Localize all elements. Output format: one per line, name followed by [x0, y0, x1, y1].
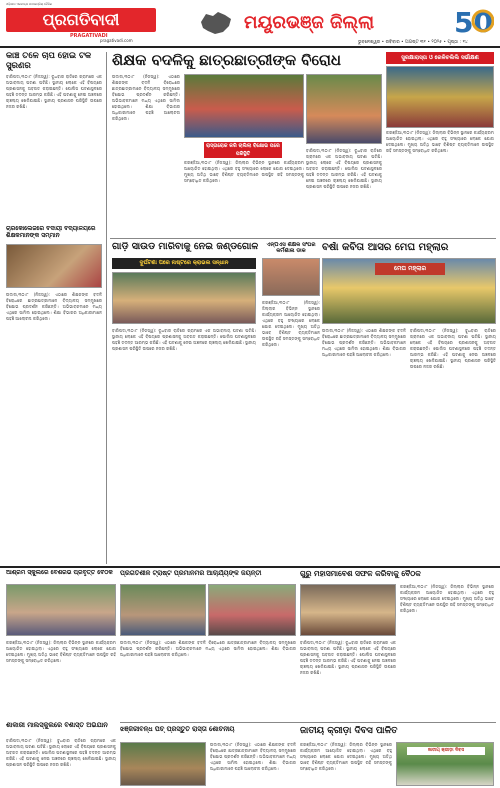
masthead-rule	[0, 46, 500, 48]
bottom-right-photo	[396, 742, 494, 786]
top-left-story-text: ବାରିପଦା,୩୦।୮ (ନିଜସ୍ୱ): ବୁଧବାର ରାତିରେ ଗ୍ରାମରେ ଏକ ଅଭାବନୀୟ ଘଟଣା ଘଟିଛି। ସ୍ଥାନୀୟ ଲୋକେ ଏହି ବିଷୟରେ ପ୍ରଶାସନକୁ ଅବଗତ କରାଇଛନ୍ତି। ପୋଲିସ ଘଟଣାସ୍ଥଳରେ ପହଞ୍ଚି ତଦନ୍ତ ଆରମ୍ଭ କରିଛି। ଏହି ଘଟଣାକୁ ନେଇ ଅଞ୍ଚଳରେ ଚାଞ୍ଚଲ୍ୟ ଖେଳିଯାଇଛି। ସ୍ଥାନୀୟ ପ୍ରଶାସନ ପରିସ୍ଥିତି ଉପରେ ନଜର ରଖିଛି।	[6, 74, 102, 109]
lower-right-photo	[300, 584, 396, 636]
lower-mid-story-text: ଉଦାଳା,୩୦।୮ (ନିଜସ୍ୱ): ଏଠାରେ ଶିକ୍ଷକଙ୍କ ବଦଳି ବିରୋଧରେ ଛାତ୍ରଛାତ୍ରୀମାନେ ବିଦ୍ୟାଳୟ ସମ୍ମୁଖରେ ବିକ୍ଷୋଭ ପ୍ରଦର୍ଶନ କରିଛନ୍ତି। ଅଭିଭାବକମାନେ ମଧ୍ୟ ଏଥିରେ ସାମିଲ ହୋଇଥିଲେ। ଶିକ୍ଷା ବିଭାଗର ଅଧିକାରୀମାନେ ପହଞ୍ଚି ଆଲୋଚନା କରିଥିଲେ।	[120, 640, 296, 657]
mid-subhead: ଦୁର୍ଘଟଣା ପରେ ନାଷ୍ଟରେ କ୍ରାଭଲ ସନ୍ଧାନ	[112, 258, 256, 269]
mid-small-headline[interactable]: ଏନ୍ପିଏସ ଶିକ୍ଷକ ସଂଘର କର୍ମଶାଳା ଡାକ	[266, 242, 316, 255]
newspaper-logo[interactable]: ପ୍ରଗତିବାଦୀ	[6, 8, 156, 32]
main-story-inset-box: ରାସ୍ତାରୋକ କରି ଚାଲିଲା ବିକ୍ଷୋଭ ପରେ ପରିସ୍ଥିତି	[204, 142, 282, 158]
bottom-mid-photo	[120, 742, 206, 786]
left-mid-story-text: ଉଦାଳା,୩୦।୮ (ନିଜସ୍ୱ): ଏଠାରେ ଶିକ୍ଷକଙ୍କ ବଦଳି ବିରୋଧରେ ଛାତ୍ରଛାତ୍ରୀମାନେ ବିଦ୍ୟାଳୟ ସମ୍ମୁଖରେ ବିକ୍ଷୋଭ ପ୍ରଦର୍ଶନ କରିଛନ୍ତି। ଅଭିଭାବକମାନେ ମଧ୍ୟ ଏଥିରେ ସାମିଲ ହୋଇଥିଲେ। ଶିକ୍ଷା ବିଭାଗର ଅଧିକାରୀମାନେ ପହଞ୍ଚି ଆଲୋଚନା କରିଥିଲେ।	[6, 292, 102, 321]
bottom-right-headline[interactable]: ଜାତୀୟ କ୍ରୀଡ଼ା ଦିବସ ପାଳିତ	[300, 726, 398, 736]
left-mid-photo	[6, 244, 102, 288]
main-story-col3: ବାରିପଦା,୩୦।୮ (ନିଜସ୍ୱ): ବୁଧବାର ରାତିରେ ଗ୍ରାମରେ ଏକ ଅଭାବନୀୟ ଘଟଣା ଘଟିଛି। ସ୍ଥାନୀୟ ଲୋକେ ଏହି ବିଷୟରେ ପ୍ରଶାସନକୁ ଅବଗତ କରାଇଛନ୍ତି। ପୋଲିସ ଘଟଣାସ୍ଥଳରେ ପହଞ୍ଚି ତଦନ୍ତ ଆରମ୍ଭ କରିଛି। ଏହି ଘଟଣାକୁ ନେଇ ଅଞ୍ଚଳରେ ଚାଞ୍ଚଲ୍ୟ ଖେଳିଯାଇଛି। ସ୍ଥାନୀୟ ପ୍ରଶାସନ ପରିସ୍ଥିତି ଉପରେ ନଜର ରଖିଛି।	[306, 148, 382, 189]
mid-story-text: ବାରିପଦା,୩୦।୮ (ନିଜସ୍ୱ): ବୁଧବାର ରାତିରେ ଗ୍ରାମରେ ଏକ ଅଭାବନୀୟ ଘଟଣା ଘଟିଛି। ସ୍ଥାନୀୟ ଲୋକେ ଏହି ବିଷୟରେ ପ୍ରଶାସନକୁ ଅବଗତ କରାଇଛନ୍ତି। ପୋଲିସ ଘଟଣାସ୍ଥଳରେ ପହଞ୍ଚି ତଦନ୍ତ ଆରମ୍ଭ କରିଛି। ଏହି ଘଟଣାକୁ ନେଇ ଅଞ୍ଚଳରେ ଚାଞ୍ଚଲ୍ୟ ଖେଳିଯାଇଛି। ସ୍ଥାନୀୟ ପ୍ରଶାସନ ପରିସ୍ଥିତି ଉପରେ ନଜର ରଖିଛି।	[112, 328, 256, 351]
main-story-photo-1	[184, 74, 304, 138]
bottom-right-story-text: କରଞ୍ଜିଆ,୩୦।୮ (ନିଜସ୍ୱ): ଜିଲ୍ଲାର ବିଭିନ୍ନ ସ୍ଥାନରେ କାର୍ଯ୍ୟକ୍ରମ ଆୟୋଜିତ ହୋଇଥିଲା। ଏଥିରେ ବହୁ ସଂଖ୍ୟାରେ ଲୋକେ ଯୋଗ ଦେଇଥିଲେ। ମୁଖ୍ୟ ଅତିଥି ଭାବେ ବିଶିଷ୍ଟ ବ୍ୟକ୍ତିମାନେ ଉପସ୍ଥିତ ରହି ସମସ୍ତଙ୍କୁ ସମ୍ବୋଧିତ କରିଥିଲେ।	[300, 742, 392, 771]
main-headline[interactable]: ଶିକ୍ଷକ ବଦଳିକୁ ଛାତ୍ରଛାତ୍ରୀଙ୍କ ବିରୋଧ	[112, 52, 342, 69]
anniversary-emblem-icon	[450, 2, 494, 42]
district-title: ମୟୂରଭଞ୍ଜ ଜିଲ୍ଲା	[244, 12, 375, 33]
left-mid-headline[interactable]: ଚାରକୋଲେଜରେ ବିଦାୟୀ ବିଦ୍ୟାଳୟରେ ଶିକ୍ଷକମାନଙ୍କ ସମ୍ମାନ	[6, 226, 96, 239]
right-top-headline[interactable]: ସୁରକ୍ଷାରାସ୍ତା ଓ ରେଳିଚଲିଲି ସର୍ଭାକ୍ଷଣ	[386, 52, 494, 64]
column-divider	[106, 52, 107, 564]
sports-day-banner: ଜାତୀୟ କ୍ରୀଡ଼ା ଦିବସ	[407, 747, 485, 755]
right-mid-story-col2: ବାରିପଦା,୩୦।୮ (ନିଜସ୍ୱ): ବୁଧବାର ରାତିରେ ଗ୍ରାମରେ ଏକ ଅଭାବନୀୟ ଘଟଣା ଘଟିଛି। ସ୍ଥାନୀୟ ଲୋକେ ଏହି ବିଷୟରେ ପ୍ରଶାସନକୁ ଅବଗତ କରାଇଛନ୍ତି। ପୋଲିସ ଘଟଣାସ୍ଥଳରେ ପହଞ୍ଚି ତଦନ୍ତ ଆରମ୍ଭ କରିଛି। ଏହି ଘଟଣାକୁ ନେଇ ଅଞ୍ଚଳରେ ଚାଞ୍ଚଲ୍ୟ ଖେଳିଯାଇଛି। ସ୍ଥାନୀୟ ପ୍ରଶାସନ ପରିସ୍ଥିତି ଉପରେ ନଜର ରଖିଛି।	[410, 328, 496, 369]
lower-mid-photo-2	[208, 584, 296, 636]
bottom-mid-story-text: ଉଦାଳା,୩୦।୮ (ନିଜସ୍ୱ): ଏଠାରେ ଶିକ୍ଷକଙ୍କ ବଦଳି ବିରୋଧରେ ଛାତ୍ରଛାତ୍ରୀମାନେ ବିଦ୍ୟାଳୟ ସମ୍ମୁଖରେ ବିକ୍ଷୋଭ ପ୍ରଦର୍ଶନ କରିଛନ୍ତି। ଅଭିଭାବକମାନେ ମଧ୍ୟ ଏଥିରେ ସାମିଲ ହୋଇଥିଲେ। ଶିକ୍ଷା ବିଭାଗର ଅଧିକାରୀମାନେ ପହଞ୍ଚି ଆଲୋଚନା କରିଥିଲେ।	[210, 742, 296, 771]
main-story-photo-2	[306, 74, 382, 144]
masthead: ଓଡ଼ିଶାର ଏକମାତ୍ର ପାଠକପ୍ରିୟ ଦୈନିକ ପ୍ରଗତିବାଦୀ PRAGATIVADI pragativadi.com ମୟୂରଭଞ୍ଜ ଜିଲ୍ଲା 50 ଭୁବନେଶ୍ୱର • ରବିବାର • ଅଗଷ୍ଟ ୩୧ • ୨୦୨୫ • ପୃଷ୍ଠା : ୧୪	[0, 0, 500, 46]
dateline: ଭୁବନେଶ୍ୱର • ରବିବାର • ଅଗଷ୍ଟ ୩୧ • ୨୦୨୫	[358, 40, 442, 45]
main-story-col2: କରଞ୍ଜିଆ,୩୦।୮ (ନିଜସ୍ୱ): ଜିଲ୍ଲାର ବିଭିନ୍ନ ସ୍ଥାନରେ କାର୍ଯ୍ୟକ୍ରମ ଆୟୋଜିତ ହୋଇଥିଲା। ଏଥିରେ ବହୁ ସଂଖ୍ୟାରେ ଲୋକେ ଯୋଗ ଦେଇଥିଲେ। ମୁଖ୍ୟ ଅତିଥି ଭାବେ ବିଶିଷ୍ଟ ବ୍ୟକ୍ତିମାନେ ଉପସ୍ଥିତ ରହି ସମସ୍ତଙ୍କୁ ସମ୍ବୋଧିତ କରିଥିଲେ।	[184, 160, 304, 183]
lower-right-story-col2: ବାରିପଦା,୩୦।୮ (ନିଜସ୍ୱ): ବୁଧବାର ରାତିରେ ଗ୍ରାମରେ ଏକ ଅଭାବନୀୟ ଘଟଣା ଘଟିଛି। ସ୍ଥାନୀୟ ଲୋକେ ଏହି ବିଷୟରେ ପ୍ରଶାସନକୁ ଅବଗତ କରାଇଛନ୍ତି। ପୋଲିସ ଘଟଣାସ୍ଥଳରେ ପହଞ୍ଚି ତଦନ୍ତ ଆରମ୍ଭ କରିଛି। ଏହି ଘଟଣାକୁ ନେଇ ଅଞ୍ଚଳରେ ଚାଞ୍ଚଲ୍ୟ ଖେଳିଯାଇଛି। ସ୍ଥାନୀୟ ପ୍ରଶାସନ ପରିସ୍ଥିତି ଉପରେ ନଜର ରଖିଛି।	[300, 640, 396, 675]
mid-small-story-text: କରଞ୍ଜିଆ,୩୦।୮ (ନିଜସ୍ୱ): ଜିଲ୍ଲାର ବିଭିନ୍ନ ସ୍ଥାନରେ କାର୍ଯ୍ୟକ୍ରମ ଆୟୋଜିତ ହୋଇଥିଲା। ଏଥିରେ ବହୁ ସଂଖ୍ୟାରେ ଲୋକେ ଯୋଗ ଦେଇଥିଲେ। ମୁଖ୍ୟ ଅତିଥି ଭାବେ ବିଶିଷ୍ଟ ବ୍ୟକ୍ତିମାନେ ଉପସ୍ଥିତ ରହି ସମସ୍ତଙ୍କୁ ସମ୍ବୋଧିତ କରିଥିଲେ।	[262, 300, 320, 347]
mid-photo	[112, 272, 256, 324]
right-top-story-text: କରଞ୍ଜିଆ,୩୦।୮ (ନିଜସ୍ୱ): ଜିଲ୍ଲାର ବିଭିନ୍ନ ସ୍ଥାନରେ କାର୍ଯ୍ୟକ୍ରମ ଆୟୋଜିତ ହୋଇଥିଲା। ଏଥିରେ ବହୁ ସଂଖ୍ୟାରେ ଲୋକେ ଯୋଗ ଦେଇଥିଲେ। ମୁଖ୍ୟ ଅତିଥି ଭାବେ ବିଶିଷ୍ଟ ବ୍ୟକ୍ତିମାନେ ଉପସ୍ଥିତ ରହି ସମସ୍ତଙ୍କୁ ସମ୍ବୋଧିତ କରିଥିଲେ।	[386, 130, 494, 153]
top-left-headline[interactable]: କାଞ୍ଚ ତଳେ ଚାପି ହୋଇ ଟିକି ସୁରଣର	[6, 52, 92, 71]
district-map-icon	[198, 10, 234, 36]
bottom-mid-headline[interactable]: ଝିଞ୍ଜିରୀବନ୍ଧ ପିଚ୍ ପ୍ରସ୍ତୁତି ରାସ୍ତା ଶୋଚନୀୟ	[120, 726, 235, 733]
lower-mid-photo-1	[120, 584, 206, 636]
right-mid-headline[interactable]: ବର୍ଷା କବିତା ଆସର ମେଘ ମହ୍ଲାର	[322, 242, 449, 253]
lower-right-story-col1: କରଞ୍ଜିଆ,୩୦।୮ (ନିଜସ୍ୱ): ଜିଲ୍ଲାର ବିଭିନ୍ନ ସ୍ଥାନରେ କାର୍ଯ୍ୟକ୍ରମ ଆୟୋଜିତ ହୋଇଥିଲା। ଏଥିରେ ବହୁ ସଂଖ୍ୟାରେ ଲୋକେ ଯୋଗ ଦେଇଥିଲେ। ମୁଖ୍ୟ ଅତିଥି ଭାବେ ବିଶିଷ୍ଟ ବ୍ୟକ୍ତିମାନେ ଉପସ୍ଥିତ ରହି ସମସ୍ତଙ୍କୁ ସମ୍ବୋଧିତ କରିଥିଲେ।	[400, 584, 494, 613]
bottom-divider	[120, 722, 496, 723]
lower-right-headline[interactable]: ଗୁରୁ ମହାସମାବେଶ ସଫଳ କରିବାକୁ ବୈଠକ	[300, 570, 421, 578]
lower-left-headline[interactable]: ଆଶ୍ରମ ସ୍କୁଲରେ ବେଶିରିଭି ପ୍ରବୃତ୍ତି ବୈଠକ	[6, 570, 113, 576]
masthead-tagline: ଓଡ଼ିଶାର ଏକମାତ୍ର ପାଠକପ୍ରିୟ ଦୈନିକ	[6, 2, 52, 6]
page-label: ପୃଷ୍ଠା : ୧୪	[447, 40, 468, 45]
section-divider	[110, 238, 496, 239]
lower-left-photo	[6, 584, 116, 636]
left-bottom-headline[interactable]: ଶାକାରୀ ମାଲସ୍କୁଲରେ ବିଶାସ୍ତ ଅଭିଯାନ	[6, 722, 108, 729]
newspaper-url[interactable]: pragativadi.com	[100, 38, 133, 43]
lower-left-story-text: କରଞ୍ଜିଆ,୩୦।୮ (ନିଜସ୍ୱ): ଜିଲ୍ଲାର ବିଭିନ୍ନ ସ୍ଥାନରେ କାର୍ଯ୍ୟକ୍ରମ ଆୟୋଜିତ ହୋଇଥିଲା। ଏଥିରେ ବହୁ ସଂଖ୍ୟାରେ ଲୋକେ ଯୋଗ ଦେଇଥିଲେ। ମୁଖ୍ୟ ଅତିଥି ଭାବେ ବିଶିଷ୍ଟ ବ୍ୟକ୍ତିମାନେ ଉପସ୍ଥିତ ରହି ସମସ୍ତଙ୍କୁ ସମ୍ବୋଧିତ କରିଥିଲେ।	[6, 640, 116, 663]
newspaper-logo-latin: PRAGATIVADI	[70, 33, 108, 39]
right-top-photo	[386, 66, 494, 128]
anniversary-number: 50	[454, 6, 493, 39]
right-mid-story-col1: ଉଦାଳା,୩୦।୮ (ନିଜସ୍ୱ): ଏଠାରେ ଶିକ୍ଷକଙ୍କ ବଦଳି ବିରୋଧରେ ଛାତ୍ରଛାତ୍ରୀମାନେ ବିଦ୍ୟାଳୟ ସମ୍ମୁଖରେ ବିକ୍ଷୋଭ ପ୍ରଦର୍ଶନ କରିଛନ୍ତି। ଅଭିଭାବକମାନେ ମଧ୍ୟ ଏଥିରେ ସାମିଲ ହୋଇଥିଲେ। ଶିକ୍ଷା ବିଭାଗର ଅଧିକାରୀମାନେ ପହଞ୍ଚି ଆଲୋଚନା କରିଥିଲେ।	[322, 328, 406, 357]
lower-mid-headline[interactable]: ପ୍ରଗତିଶୀଳ ଟ୍ରାଷ୍ଟ ପ୍ରମାନମର ଆଚାର୍ଯ୍ୟଙ୍କ ଜୟନ୍ତୀ	[120, 570, 262, 577]
meghamalhar-banner: ମେଘ ମହ୍ଲାର	[375, 263, 445, 275]
mid-headline[interactable]: ଗାଡ଼ି ସାଉଡ ମାରିବାକୁ ନେଇ ଜଣ୍ଡଗୋଳ	[112, 242, 259, 252]
left-bottom-story-text: ବାରିପଦା,୩୦।୮ (ନିଜସ୍ୱ): ବୁଧବାର ରାତିରେ ଗ୍ରାମରେ ଏକ ଅଭାବନୀୟ ଘଟଣା ଘଟିଛି। ସ୍ଥାନୀୟ ଲୋକେ ଏହି ବିଷୟରେ ପ୍ରଶାସନକୁ ଅବଗତ କରାଇଛନ୍ତି। ପୋଲିସ ଘଟଣାସ୍ଥଳରେ ପହଞ୍ଚି ତଦନ୍ତ ଆରମ୍ଭ କରିଛି। ଏହି ଘଟଣାକୁ ନେଇ ଅଞ୍ଚଳରେ ଚାଞ୍ଚଲ୍ୟ ଖେଳିଯାଇଛି। ସ୍ଥାନୀୟ ପ୍ରଶାସନ ପରିସ୍ଥିତି ଉପରେ ନଜର ରଖିଛି।	[6, 738, 116, 767]
main-story-col1: ଉଦାଳା,୩୦।୮ (ନିଜସ୍ୱ): ଏଠାରେ ଶିକ୍ଷକଙ୍କ ବଦଳି ବିରୋଧରେ ଛାତ୍ରଛାତ୍ରୀମାନେ ବିଦ୍ୟାଳୟ ସମ୍ମୁଖରେ ବିକ୍ଷୋଭ ପ୍ରଦର୍ଶନ କରିଛନ୍ତି। ଅଭିଭାବକମାନେ ମଧ୍ୟ ଏଥିରେ ସାମିଲ ହୋଇଥିଲେ। ଶିକ୍ଷା ବିଭାଗର ଅଧିକାରୀମାନେ ପହଞ୍ଚି ଆଲୋଚନା କରିଥିଲେ।	[112, 74, 180, 121]
lower-section-rule	[0, 566, 500, 568]
mid-small-photo	[262, 258, 320, 296]
right-mid-photo	[322, 258, 496, 324]
